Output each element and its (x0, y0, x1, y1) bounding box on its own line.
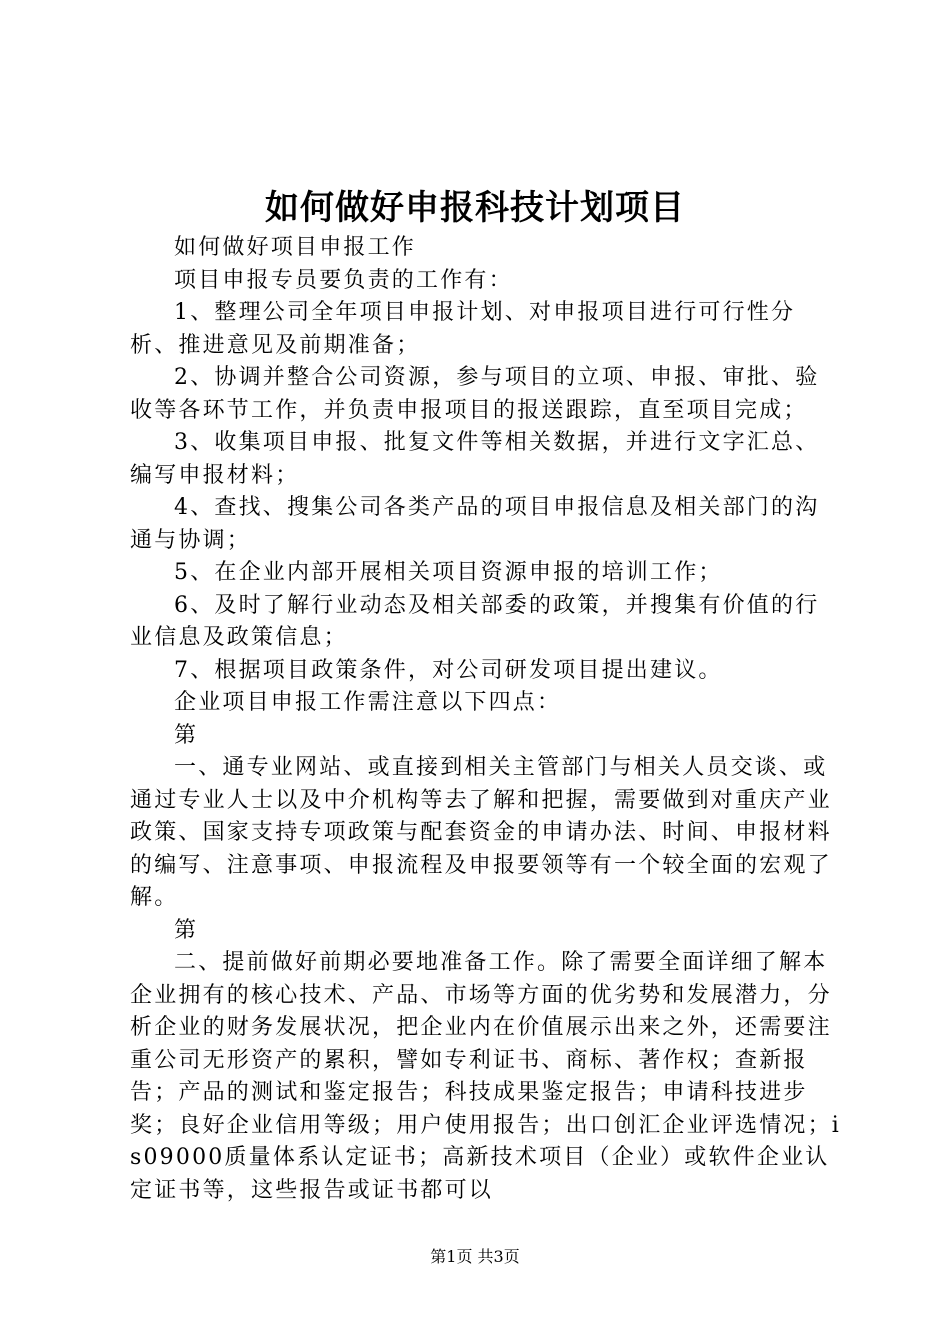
paragraph-duty-4: 4、查找、搜集公司各类产品的项目申报信息及相关部门的沟通与协调； (130, 495, 820, 553)
paragraph-duty-2: 2、协调并整合公司资源，参与项目的立项、申报、审批、验收等各环节工作，并负责申报项目的报送跟踪，直至项目完成； (130, 365, 820, 423)
paragraph-notes-intro: 企业项目申报工作需注意以下四点： (174, 690, 562, 715)
paragraph-note-2: 二、提前做好前期必要地准备工作。除了需要全面详细了解本企业拥有的核心技术、产品、市场等方面的优劣势和发展潜力，分析企业的财务发展状况，把企业内在价值展示出来之外，还需要注重公司无形资产的累积，譬如专利证书、商标、著作权；查新报告；产品的测试和鉴定报告；科技成果鉴定报告；申请科技进步奖；良好企业信用等级；用户使用报告；出口创汇企业评选情况；is09000质量体系认定证书；高新技术项目（企业）或软件企业认定证书等，这些报告或证书都可以 (130, 950, 842, 1203)
page-footer: 第1页 共3页 (430, 1247, 520, 1266)
paragraph-duty-1: 1、整理公司全年项目申报计划、对申报项目进行可行性分析、推进意见及前期准备； (130, 300, 796, 358)
paragraph-duty-3: 3、收集项目申报、批复文件等相关数据，并进行文字汇总、编写申报材料； (130, 430, 820, 488)
document-body (130, 232, 842, 1207)
document-title: 如何做好申报科技计划项目 (265, 188, 685, 228)
paragraph-duty-7: 7、根据项目政策条件，对公司研发项目提出建议。 (174, 657, 723, 683)
paragraph-duty-5: 5、在企业内部开展相关项目资源申报的培训工作； (174, 560, 723, 585)
paragraph-duty-6: 6、及时了解行业动态及相关部委的政策，并搜集有价值的行业信息及政策信息； (130, 592, 820, 650)
paragraph-duties-intro: 项目申报专员要负责的工作有： (174, 267, 513, 293)
paragraph-ordinal-1: 第 (174, 722, 199, 748)
paragraph-subtitle: 如何做好项目申报工作 (174, 235, 417, 260)
paragraph-ordinal-2: 第 (174, 917, 199, 943)
paragraph-note-1: 一、通专业网站、或直接到相关主管部门与相关人员交谈、或通过专业人士以及中介机构等去了解和把握，需要做到对重庆产业政策、国家支持专项政策与配套资金的申请办法、时间、申报材料的编写、注意事项、申报流程及申报要领等有一个较全面的宏观了解。 (130, 755, 832, 910)
